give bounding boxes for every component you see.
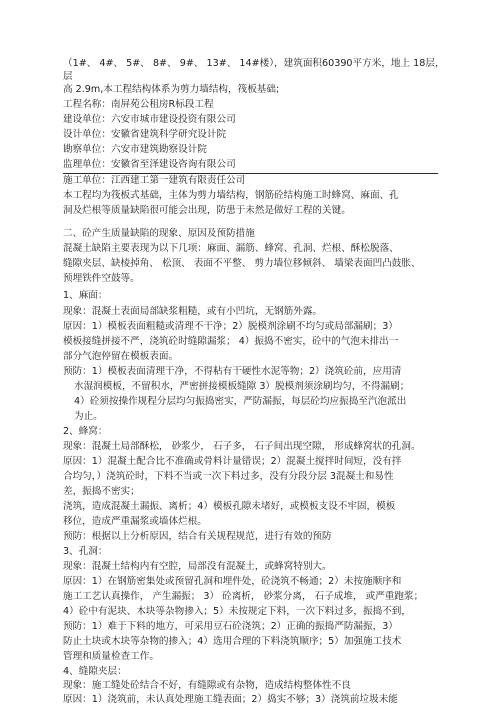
defect-heading: 4、缝隙夹层：: [63, 666, 127, 677]
section-lead-line: 混凝土缺陷主要表现为以下几项：麻面、漏筋、蜂窝、孔洞、烂根、酥松脱落、: [63, 243, 399, 254]
project-scope-line: （1#、 4#、 5#、 8#、 9#、 13#、 14#楼），建筑面积60390平方米，地上 18层，: [63, 58, 445, 69]
defect-line: 预防：1）模板表面清理干净，不得粘有干硬性水泥等物；2）浇筑砼前，应用清: [63, 366, 402, 377]
divider-line: [63, 173, 438, 174]
defect-line: 合均匀，）浇筑砼时，下料不当或一次下料过多，没有分段分层 3混凝土和易性: [63, 471, 394, 482]
info-value: 安徽省建筑科学研究设计院: [110, 129, 227, 140]
intro-line: 洞及烂根等质量缺陷很可能会出现，防患于未然是做好工程的关键。: [63, 205, 351, 216]
info-row-supervisor: [63, 159, 236, 171]
defect-line: 现象：混凝土结构内有空腔，局部没有混凝土，或蜂窝特别大。: [63, 561, 332, 572]
defect-line: 防止土块或木块等杂物的掺入；4）选用合理的下料浇筑顺序；5）加强施工技术: [63, 636, 402, 647]
structure-line: 高 2.9m,本工程结构体系为剪力墙结构，筏板基础;: [63, 84, 280, 95]
info-value: 安徽省至泽建设咨询有限公司: [110, 159, 236, 170]
defect-heading: 2、蜂窝：: [63, 426, 108, 437]
info-row-project-name: [63, 99, 214, 111]
defect-line: 现象：混凝土局部酥松， 砂浆少， 石子多， 石子间出现空隙， 形成蜂窝状的孔洞。: [63, 441, 421, 452]
info-label: 监理单位：: [63, 159, 111, 170]
defect-line: 差，振捣不密实；: [63, 486, 140, 497]
defect-line: 模板接缝拼接不严，浇筑砼时缝隙漏浆； 4）振捣不密实，砼中的气泡未排出一: [63, 336, 399, 347]
defect-line: 4）砼中有泥块、木块等杂物掺入；5）未按规定下料，一次下料过多，振捣不到，: [63, 606, 411, 617]
defect-line: 原因：1）模板表面粗糙或清理不干净；2）脱模剂涂刷不均匀或局部漏刷；3）: [63, 321, 398, 332]
defect-line: 原因：1）在钢筋密集处或预留孔洞和埋件处，砼浇筑不畅通；2）未按施顺序和: [63, 576, 402, 587]
info-value: 六安市建筑勘察设计院: [110, 144, 207, 155]
defect-line: 部分气泡停留在模板表面。: [63, 351, 179, 362]
info-value: 六安市城市建设投资有限公司: [110, 114, 236, 125]
defect-line: 管理和质量检查工作。: [63, 651, 159, 662]
intro-line: 本工程均为筏板式基础，主体为剪力墙结构，钢筋砼结构施工时蜂窝、麻面、孔: [63, 190, 399, 201]
defect-line: 现象：混凝土表面局部缺浆粗糙，或有小凹坑，无钢筋外露。: [63, 306, 323, 317]
info-label: 设计单位：: [63, 129, 111, 140]
info-row-designer: [63, 129, 226, 141]
defect-line: 原因：1）浇筑前，未认真处理施工缝表面；2）捣实不够；3）浇筑前垃圾未能: [63, 694, 398, 705]
defect-line: 为止。: [74, 411, 103, 422]
info-label: 工程名称：: [63, 99, 111, 110]
section-title: 二、砼产生质量缺陷的现象、原因及预防措施: [63, 228, 255, 239]
info-value: 江西建工第一建筑有限责任公司: [110, 175, 246, 186]
floor-word: 层: [63, 71, 73, 82]
info-label: 建设单位：: [63, 114, 111, 125]
defect-line: 水湿润模板，不留积水，严密拼接模板缝隙 3）脱模剂须涂刷均匀，不得漏刷；: [74, 381, 410, 392]
defect-line: 现象：施工缝处砼结合不好，有缝隙或有杂物，造成结构整体性不良: [63, 680, 351, 691]
info-row-contractor: [63, 175, 245, 187]
defect-line: 4）砼须按操作规程分层均匀振捣密实，严防漏振，每层砼均应振捣至汽泡派出: [74, 396, 407, 407]
info-label: 施工单位：: [63, 175, 111, 186]
defect-line: 移位，造成严重漏浆或墙体烂根。: [63, 516, 207, 527]
info-row-survey: [63, 144, 207, 156]
defect-line: 预防：1）难于下料的地方，可采用豆石砼浇筑；2）正确的振捣严防漏振，3）: [63, 621, 398, 632]
info-label: 勘察单位：: [63, 144, 111, 155]
section-lead-line: 缝隙夹层、缺棱掉角、 松顶、 表面不平整、 剪力墙位移倾斜、 墙梁表面凹凸鼓胀、: [63, 258, 421, 269]
info-row-owner: [63, 114, 236, 126]
defect-heading: 1、麻面：: [63, 290, 108, 301]
defect-heading: 3、孔洞：: [63, 546, 108, 557]
defect-line: 预防：根据以上分析原因，结合有关规程规范，进行有效的预防: [63, 531, 332, 542]
defect-line: 施工工艺认真操作， 产生漏振； 3） 砼离析， 砂浆分离， 石子成堆， 或严重跑浆；: [63, 591, 424, 602]
section-lead-line: 预埋铁件空鼓等。: [63, 273, 140, 284]
defect-line: 浇筑，造成混凝土漏振、离析；4）模板孔隙未堵好，或模板支设不牢固，模板: [63, 501, 396, 512]
defect-line: 原因：1）混凝土配合比不准确或骨料计量错误；2）混凝土搅拌时间短，没有拌: [63, 456, 402, 467]
info-value: 南屏苑公租房R标段工程: [110, 99, 214, 110]
